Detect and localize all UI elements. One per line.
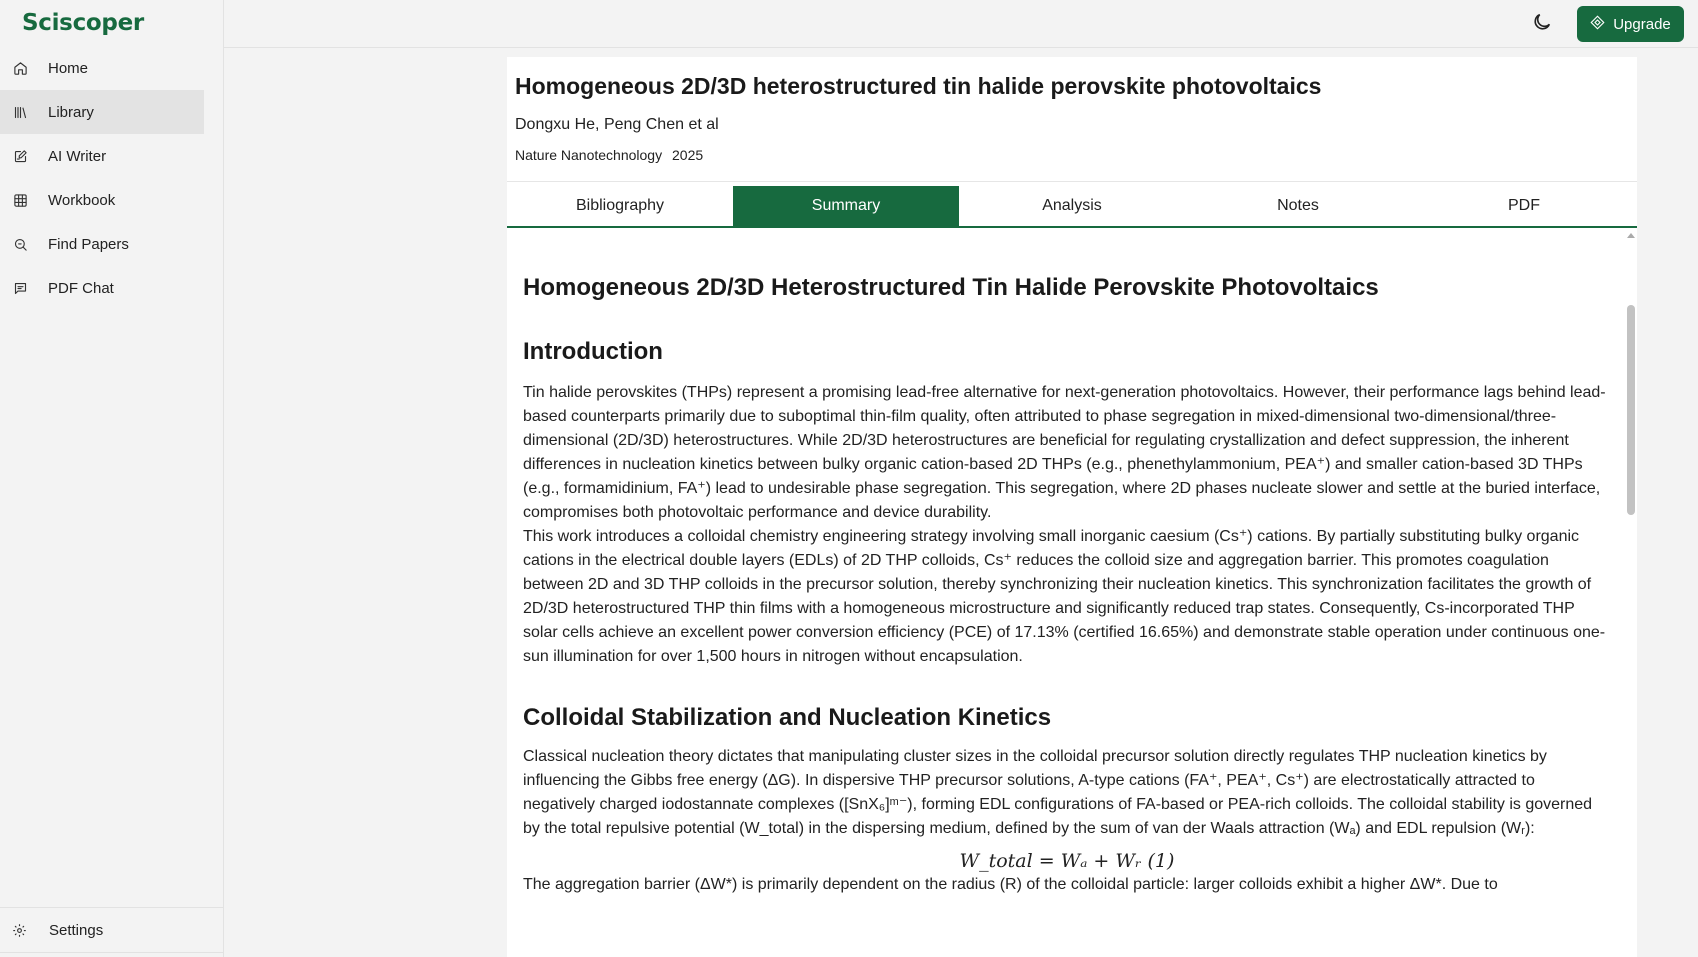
sidebar-nav (0, 46, 204, 310)
section-heading-introduction: Introduction (523, 338, 663, 365)
summary-content (523, 228, 1611, 957)
tab-summary[interactable]: Summary (733, 186, 959, 226)
sidebar-item-label: Find Papers (48, 235, 129, 253)
sidebar-item-workbook[interactable] (0, 178, 204, 222)
journal-name: Nature Nanotechnology (515, 147, 663, 163)
sidebar-item-label: Workbook (48, 191, 116, 209)
search-icon (12, 236, 28, 252)
table-icon (12, 192, 28, 208)
summary-heading: Homogeneous 2D/3D Heterostructured Tin Halide Perovskite Photovoltaics (523, 274, 1379, 301)
library-icon (12, 104, 28, 120)
scroll-up-arrow-icon[interactable] (1627, 233, 1635, 238)
sidebar-item-label: Library (48, 103, 94, 121)
publication-year: 2025 (672, 147, 704, 163)
paper-card (507, 57, 1637, 957)
sidebar-item-label: AI Writer (48, 147, 107, 165)
sidebar-item-library[interactable] (0, 90, 204, 134)
sidebar (0, 0, 224, 957)
sidebar-item-pdf-chat[interactable] (0, 266, 204, 310)
tab-notes[interactable]: Notes (1277, 197, 1319, 214)
diamond-icon (1590, 15, 1613, 34)
upgrade-button[interactable] (1577, 6, 1684, 42)
settings-label: Settings (49, 921, 104, 939)
paragraph: Classical nucleation theory dictates that manipulating cluster sizes in the colloidal precursor solution directly regulates THP nucleation kinetics by influencing the Gibbs free energy (ΔG). In dispersive THP precursor solutions, A-type cations (FA⁺, PEA⁺, Cs⁺) are electrostatically attracted to negatively charged iodostannate complexes ([SnX₆]ᵐ⁻), forming EDL configurations of FA-based or PEA-rich colloids. The colloidal stability is governed by the total repulsive potential (W_total) in the dispersing medium, defined by the sum of van der Waals attraction (Wₐ) and EDL repulsion (Wᵣ): (523, 748, 1593, 837)
paragraph: This work introduces a colloidal chemistry engineering strategy involving small inorganic caesium (Cs⁺) cations. By partially substituting bulky organic cations in the electrical double layers (EDLs) of 2D THP colloids, Cs⁺ reduces the colloid size and aggregation barrier. This promotes coagulation between 2D and 3D THP colloids in the precursor solution, thereby synchronizing their nucleation kinetics. This synchronization facilitates the growth of 2D/3D heterostructured THP thin films with a homogeneous microstructure and significantly reduced trap states. Consequently, Cs-incorporated THP solar cells achieve an excellent power conversion efficiency (PCE) of 17.13% (certified 16.65%) and demonstrate stable operation under continuous one-sun illumination for over 1,500 hours in nitrogen without encapsulation. (523, 528, 1606, 665)
equation: W_total = Wₐ + Wᵣ (1) (959, 850, 1175, 872)
tab-analysis[interactable]: Analysis (1042, 197, 1102, 214)
upgrade-label: Upgrade (1613, 15, 1671, 33)
sidebar-item-find-papers[interactable] (0, 222, 204, 266)
tab-pdf[interactable]: PDF (1508, 197, 1540, 214)
section-heading-colloidal: Colloidal Stabilization and Nucleation Kinetics (523, 704, 1052, 731)
content-scrollbar[interactable] (1626, 233, 1636, 957)
sidebar-item-label: PDF Chat (48, 279, 114, 297)
paper-authors: Dongxu He, Peng Chen et al (515, 116, 719, 133)
brand-logo[interactable] (22, 9, 144, 37)
sidebar-item-settings[interactable] (0, 907, 223, 953)
sidebar-item-home[interactable] (0, 46, 204, 90)
brand-name: Sciscoper (22, 10, 144, 36)
paragraph: Tin halide perovskites (THPs) represent a promising lead-free alternative for next-generation photovoltaics. However, their performance lags behind lead-based counterparts primarily due to suboptimal thin-film quality, often attributed to phase segregation in mixed-dimensional two-dimensional/three-dimensional (2D/3D) heterostructures. While 2D/3D heterostructures are beneficial for regulating crystallization and defect suppression, the inherent differences in nucleation kinetics between bulky organic cation-based 2D THPs (e.g., phenethylammonium, PEA⁺) and smaller cation-based 3D THPs (e.g., formamidinium, FA⁺) lead to undesirable phase segregation. This segregation, where 2D phases nucleate slower and settle at the buried interface, compromises both photovoltaic performance and device durability. (523, 384, 1606, 521)
edit-icon (12, 148, 28, 164)
tab-bibliography[interactable]: Bibliography (575, 197, 665, 214)
chat-icon (12, 280, 28, 296)
moon-icon (1531, 11, 1553, 38)
paragraph: The aggregation barrier (ΔW*) is primarily dependent on the radius (R) of the colloidal particle: larger colloids exhibit a higher ΔW*. Due to (523, 876, 1498, 893)
sidebar-item-ai-writer[interactable] (0, 134, 204, 178)
top-bar (224, 0, 1698, 48)
sidebar-item-label: Home (48, 59, 89, 77)
theme-toggle-button[interactable] (1528, 10, 1556, 38)
home-icon (12, 60, 28, 76)
paper-title: Homogeneous 2D/3D heterostructured tin halide perovskite photovoltaics (515, 73, 1322, 99)
gear-icon (12, 922, 28, 938)
paper-tabs (507, 181, 1637, 228)
scroll-thumb[interactable] (1627, 305, 1635, 515)
paper-venue (515, 147, 709, 163)
